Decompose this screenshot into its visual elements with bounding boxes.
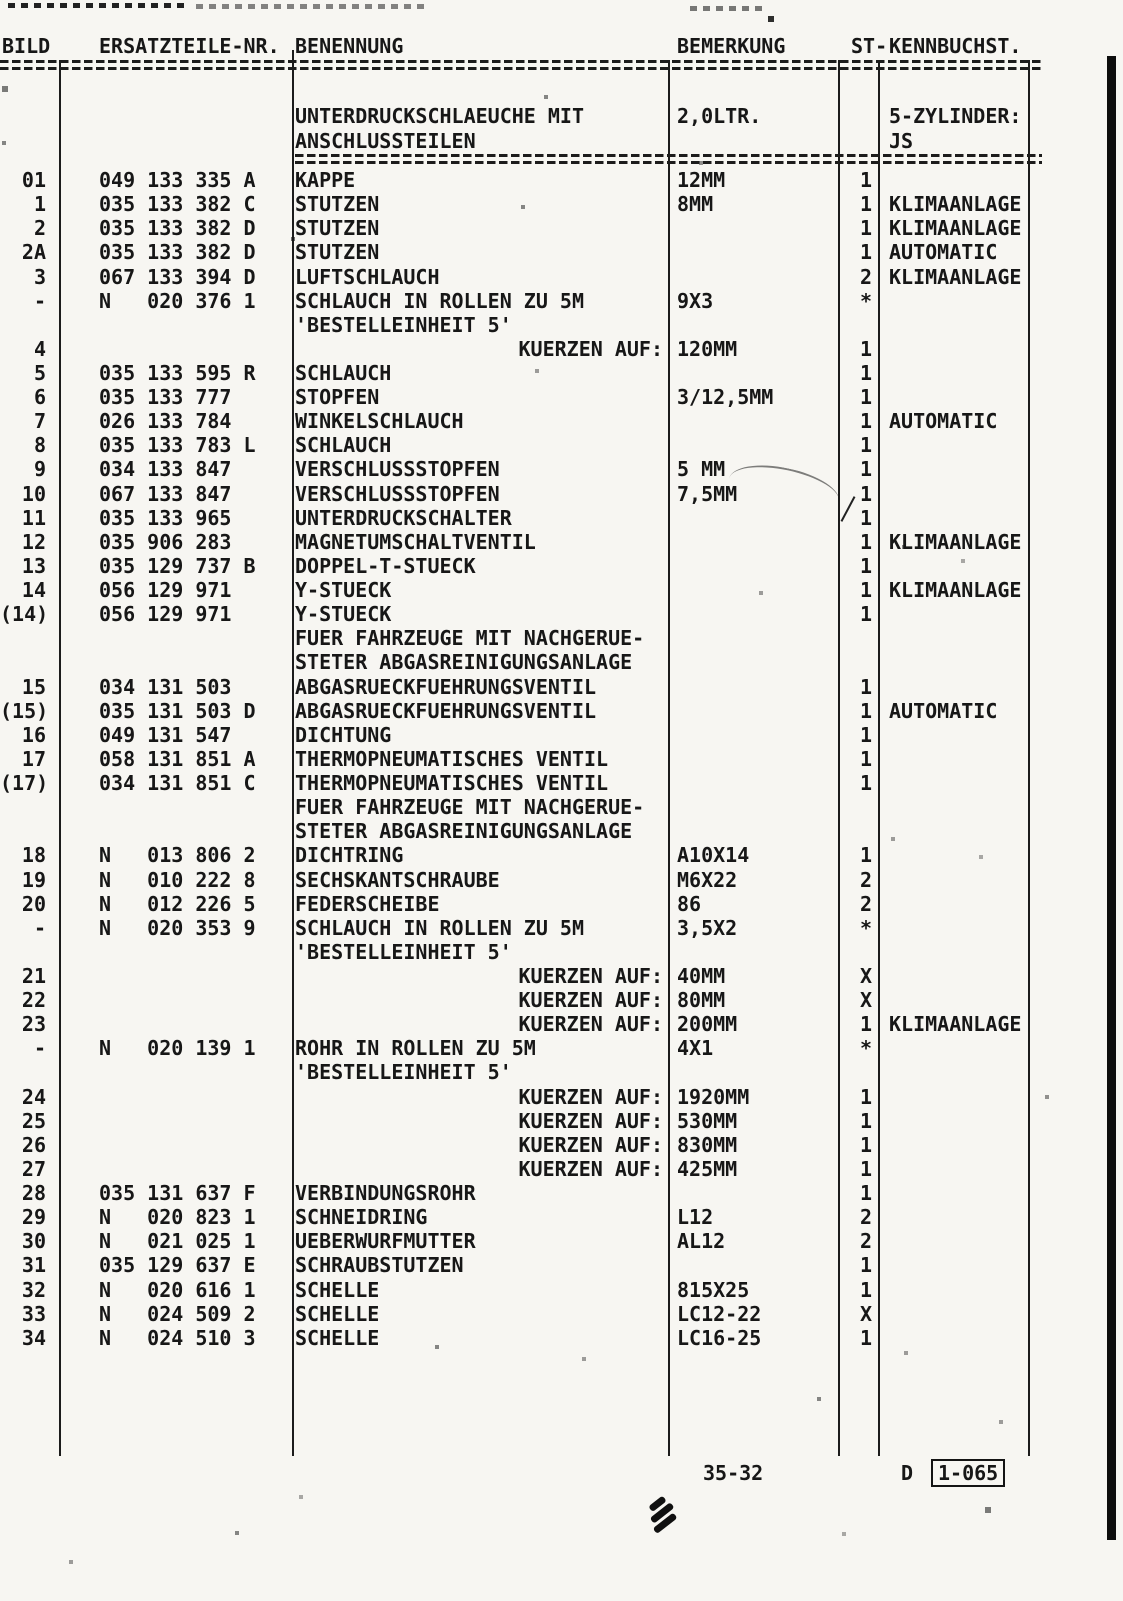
cell-kennbuchstabe: KLIMAANLAGE — [889, 192, 1022, 217]
grid-vline-bild — [59, 60, 61, 1456]
cell-bild: 18 — [21, 843, 46, 868]
cell-ersatzteile-nr: 035 133 382 D — [99, 240, 256, 265]
cell-bild: 2A — [21, 240, 46, 265]
table-row — [0, 192, 1123, 216]
cell-kennbuchstabe: KLIMAANLAGE — [889, 1012, 1022, 1037]
cell-benennung: KUERZEN AUF: — [518, 988, 663, 1013]
cell-bemerkung: M6X22 — [677, 867, 738, 892]
cell-bild: 26 — [21, 1132, 46, 1157]
cell-stueck: 1 — [859, 1084, 872, 1109]
cell-benennung: STETER ABGASREINIGUNGSANLAGE — [295, 650, 633, 675]
cell-ersatzteile-nr: 035 129 737 B — [99, 553, 256, 578]
cell-ersatzteile-nr: N 024 510 3 — [99, 1325, 256, 1350]
table-row — [0, 1205, 1123, 1229]
cell-benennung: 'BESTELLEINHEIT 5' — [295, 939, 512, 964]
cell-bild: 11 — [21, 505, 46, 530]
cell-stueck: 2 — [859, 867, 872, 892]
cell-benennung: 'BESTELLEINHEIT 5' — [295, 1060, 512, 1085]
cell-stueck: 1 — [859, 1181, 872, 1205]
table-row — [0, 240, 1123, 264]
cell-bild: 28 — [21, 1181, 46, 1205]
table-row — [0, 289, 1123, 313]
table-row — [0, 675, 1123, 699]
cell-ersatzteile-nr: N 010 222 8 — [99, 867, 256, 892]
table-row — [0, 1302, 1123, 1326]
cell-kennbuchstabe: KLIMAANLAGE — [889, 264, 1022, 289]
cell-benennung: KAPPE — [295, 168, 356, 192]
section-title-line2: ANSCHLUSSTEILEN — [295, 129, 476, 153]
cell-bemerkung: 7,5MM — [677, 481, 738, 506]
cell-kennbuchstabe: AUTOMATIC — [889, 240, 998, 265]
table-row — [0, 771, 1123, 795]
cell-bemerkung: A10X14 — [677, 843, 750, 868]
cell-benennung: KUERZEN AUF: — [518, 1108, 663, 1133]
cell-benennung: UEBERWURFMUTTER — [295, 1229, 476, 1254]
cell-kennbuchstabe: KLIMAANLAGE — [889, 578, 1022, 602]
cell-bild: 30 — [21, 1229, 46, 1254]
table-row — [0, 940, 1123, 964]
cell-ersatzteile-nr: 026 133 784 — [99, 409, 232, 434]
cell-bemerkung: 200MM — [677, 1012, 738, 1037]
cell-bild: 6 — [33, 385, 46, 410]
cell-benennung: STUTZEN — [295, 216, 380, 241]
cell-bemerkung: 9X3 — [677, 288, 714, 313]
table-row — [0, 457, 1123, 481]
cell-bemerkung: 830MM — [677, 1132, 738, 1157]
cell-stueck: 1 — [859, 602, 872, 627]
grid-vline-st-right — [878, 60, 880, 1456]
cell-kennbuchstabe: AUTOMATIC — [889, 698, 998, 723]
cell-bild: 20 — [21, 891, 46, 916]
cell-bild: 7 — [33, 409, 46, 434]
cell-stueck: X — [859, 988, 872, 1013]
cell-bild: 32 — [21, 1277, 46, 1302]
cell-stueck: * — [859, 1036, 872, 1061]
cell-benennung: SCHLAUCH IN ROLLEN ZU 5M — [295, 288, 584, 313]
cell-kennbuchstabe: KLIMAANLAGE — [889, 216, 1022, 241]
cell-stueck: 1 — [859, 433, 872, 458]
cell-ersatzteile-nr: N 020 616 1 — [99, 1277, 256, 1302]
cell-ersatzteile-nr: N 020 376 1 — [99, 288, 256, 313]
cell-bemerkung: LC12-22 — [677, 1301, 762, 1326]
cell-bild: 34 — [21, 1325, 46, 1350]
cell-bild: 16 — [21, 722, 46, 747]
cell-benennung: STUTZEN — [295, 192, 380, 217]
table-row — [0, 1181, 1123, 1205]
cell-bild: 10 — [21, 481, 46, 506]
cell-bild: 17 — [21, 746, 46, 771]
table-row — [0, 723, 1123, 747]
cell-ersatzteile-nr: N 020 353 9 — [99, 915, 256, 940]
cell-bild: 15 — [21, 674, 46, 699]
cell-stueck: 1 — [859, 481, 872, 506]
cell-bild: 4 — [33, 336, 46, 361]
table-row — [0, 1012, 1123, 1036]
cell-ersatzteile-nr: 035 133 382 D — [99, 216, 256, 241]
cell-stueck: 1 — [859, 1253, 872, 1278]
cell-benennung: DICHTUNG — [295, 722, 392, 747]
cell-benennung: ABGASRUECKFUEHRUNGSVENTIL — [295, 698, 597, 723]
cell-bemerkung: L12 — [677, 1205, 714, 1230]
cell-stueck: 1 — [859, 457, 872, 482]
cell-benennung: SCHNEIDRING — [295, 1205, 428, 1230]
cell-ersatzteile-nr: N 020 823 1 — [99, 1205, 256, 1230]
column-header-ersatzteile: ERSATZTEILE-NR. — [99, 34, 280, 58]
cell-ersatzteile-nr: N 012 226 5 — [99, 891, 256, 916]
table-row — [0, 602, 1123, 626]
column-header-st: ST- — [851, 34, 888, 58]
cell-benennung: FUER FAHRZEUGE MIT NACHGERUE- — [295, 795, 645, 820]
cell-benennung: UNTERDRUCKSCHALTER — [295, 505, 512, 530]
cell-benennung: SCHLAUCH — [295, 433, 392, 458]
cell-bild: (14) — [0, 602, 49, 627]
cell-benennung: KUERZEN AUF: — [518, 1156, 663, 1181]
cell-bemerkung: 86 — [677, 891, 702, 916]
cell-stueck: 2 — [859, 264, 872, 289]
table-row — [0, 168, 1123, 192]
cell-stueck: X — [859, 1301, 872, 1326]
cell-stueck: 1 — [859, 361, 872, 385]
cell-ersatzteile-nr: 049 133 335 A — [99, 168, 256, 192]
cell-benennung: VERSCHLUSSSTOPFEN — [295, 457, 500, 482]
cell-bemerkung: 12MM — [677, 168, 726, 192]
cell-bild: 8 — [33, 433, 46, 458]
table-row — [0, 530, 1123, 554]
cell-stueck: 1 — [859, 553, 872, 578]
cell-benennung: KUERZEN AUF: — [518, 336, 663, 361]
cell-stueck: 1 — [859, 1156, 872, 1181]
section-title-line1: UNTERDRUCKSCHLAEUCHE MIT — [295, 104, 584, 128]
column-header-bemerkung: BEMERKUNG — [677, 34, 786, 58]
table-row — [0, 313, 1123, 337]
table-row — [0, 868, 1123, 892]
table-row — [0, 337, 1123, 361]
cell-stueck: 1 — [859, 505, 872, 530]
table-row — [0, 1326, 1123, 1350]
cell-benennung: THERMOPNEUMATISCHES VENTIL — [295, 746, 609, 771]
cell-stueck: 1 — [859, 771, 872, 795]
cell-benennung: 'BESTELLEINHEIT 5' — [295, 312, 512, 337]
page-number: 35-32 — [703, 1461, 764, 1485]
cell-bemerkung: 530MM — [677, 1108, 738, 1133]
doc-code: 1-065 — [938, 1461, 999, 1485]
cell-benennung: WINKELSCHLAUCH — [295, 409, 464, 434]
cell-bild: 23 — [21, 1012, 46, 1037]
cell-bild: 27 — [21, 1156, 46, 1181]
cell-stueck: 1 — [859, 578, 872, 602]
table-row — [0, 699, 1123, 723]
grid-vline-st-left — [838, 60, 840, 1456]
cell-benennung: SCHLAUCH — [295, 361, 392, 385]
cell-ersatzteile-nr: 034 131 851 C — [99, 771, 256, 795]
cell-bild: 24 — [21, 1084, 46, 1109]
table-row — [0, 482, 1123, 506]
cell-bild: 3 — [33, 264, 46, 289]
cell-bemerkung: 425MM — [677, 1156, 738, 1181]
cell-bild: 01 — [21, 168, 46, 192]
cell-bemerkung: 120MM — [677, 336, 738, 361]
doc-code-box — [931, 1459, 1005, 1487]
table-row — [0, 1109, 1123, 1133]
cell-bemerkung: AL12 — [677, 1229, 726, 1254]
cell-bild: 2 — [33, 216, 46, 241]
cell-stueck: 1 — [859, 674, 872, 699]
cell-benennung: DICHTRING — [295, 843, 404, 868]
cell-bemerkung: 3,5X2 — [677, 915, 738, 940]
cell-benennung: ROHR IN ROLLEN ZU 5M — [295, 1036, 536, 1061]
table-row — [0, 506, 1123, 530]
cell-ersatzteile-nr: 058 131 851 A — [99, 746, 256, 771]
cell-stueck: 1 — [859, 1277, 872, 1302]
cell-benennung: STETER ABGASREINIGUNGSANLAGE — [295, 819, 633, 844]
cell-bild: 12 — [21, 529, 46, 554]
cell-stueck: 2 — [859, 1205, 872, 1230]
cell-ersatzteile-nr: 035 133 382 C — [99, 192, 256, 217]
cell-ersatzteile-nr: 067 133 394 D — [99, 264, 256, 289]
cell-benennung: STUTZEN — [295, 240, 380, 265]
ink-blob-artifact — [636, 1483, 699, 1546]
cell-bild: - — [33, 1036, 46, 1061]
cell-ersatzteile-nr: 056 129 971 — [99, 602, 232, 627]
table-row — [0, 385, 1123, 409]
cell-ersatzteile-nr: N 020 139 1 — [99, 1036, 256, 1061]
table-row — [0, 361, 1123, 385]
cell-benennung: FUER FAHRZEUGE MIT NACHGERUE- — [295, 626, 645, 651]
cell-ersatzteile-nr: 034 131 503 — [99, 674, 232, 699]
cell-benennung: Y-STUECK — [295, 578, 392, 602]
cell-ersatzteile-nr: 056 129 971 — [99, 578, 232, 602]
cell-bemerkung: 40MM — [677, 964, 726, 988]
table-row — [0, 409, 1123, 433]
column-header-benennung: BENENNUNG — [295, 34, 404, 58]
cell-bild: 25 — [21, 1108, 46, 1133]
cell-stueck: * — [859, 915, 872, 940]
table-row — [0, 1085, 1123, 1109]
table-row — [0, 578, 1123, 602]
scan-artifact-top-right — [690, 6, 766, 11]
cell-ersatzteile-nr: 035 133 965 — [99, 505, 232, 530]
cell-benennung: SCHRAUBSTUTZEN — [295, 1253, 464, 1278]
table-row — [0, 1133, 1123, 1157]
table-row — [0, 843, 1123, 867]
doc-letter: D — [901, 1461, 914, 1485]
cell-stueck: 1 — [859, 192, 872, 217]
cell-benennung: KUERZEN AUF: — [518, 1012, 663, 1037]
cell-stueck: 1 — [859, 216, 872, 241]
table-row — [0, 433, 1123, 457]
cell-bild: 9 — [33, 457, 46, 482]
table-row — [0, 1229, 1123, 1253]
cell-stueck: 1 — [859, 1108, 872, 1133]
cell-stueck: 1 — [859, 1012, 872, 1037]
scan-artifact-top-left — [8, 3, 186, 8]
table-row — [0, 795, 1123, 819]
scan-artifact-right-bar — [1107, 56, 1116, 1540]
cell-benennung: KUERZEN AUF: — [518, 1132, 663, 1157]
cell-benennung: VERSCHLUSSSTOPFEN — [295, 481, 500, 506]
cell-bild: 1 — [33, 192, 46, 217]
section-kennbuchst-line1: 5-ZYLINDER: — [889, 104, 1022, 128]
cell-ersatzteile-nr: 035 133 783 L — [99, 433, 256, 458]
table-row — [0, 650, 1123, 674]
cell-benennung: MAGNETUMSCHALTVENTIL — [295, 529, 536, 554]
cell-benennung: STOPFEN — [295, 385, 380, 410]
cell-bild: 19 — [21, 867, 46, 892]
cell-stueck: 1 — [859, 698, 872, 723]
table-row — [0, 1278, 1123, 1302]
cell-ersatzteile-nr: 035 131 503 D — [99, 698, 256, 723]
cell-stueck: 1 — [859, 529, 872, 554]
cell-ersatzteile-nr: 035 131 637 F — [99, 1181, 256, 1205]
cell-stueck: 1 — [859, 843, 872, 868]
table-row — [0, 964, 1123, 988]
cell-bild: 14 — [21, 578, 46, 602]
cell-bild: (15) — [0, 698, 49, 723]
column-header-bild: BILD — [2, 34, 51, 58]
separator-header — [0, 60, 1042, 71]
cell-stueck: X — [859, 964, 872, 988]
section-remark: 2,0LTR. — [677, 104, 762, 128]
cell-ersatzteile-nr: 035 129 637 E — [99, 1253, 256, 1278]
grid-vline-bemerkung — [668, 60, 670, 1456]
cell-benennung: SCHELLE — [295, 1325, 380, 1350]
cell-ersatzteile-nr: 035 133 595 R — [99, 361, 256, 385]
cell-kennbuchstabe: AUTOMATIC — [889, 409, 998, 434]
cell-kennbuchstabe: KLIMAANLAGE — [889, 529, 1022, 554]
cell-ersatzteile-nr: N 024 509 2 — [99, 1301, 256, 1326]
cell-stueck: 1 — [859, 409, 872, 434]
cell-ersatzteile-nr: N 021 025 1 — [99, 1229, 256, 1254]
cell-ersatzteile-nr: 035 906 283 — [99, 529, 232, 554]
cell-stueck: 1 — [859, 385, 872, 410]
cell-bild: 21 — [21, 964, 46, 988]
cell-ersatzteile-nr: 034 133 847 — [99, 457, 232, 482]
cell-benennung: VERBINDUNGSROHR — [295, 1181, 476, 1205]
cell-bemerkung: 815X25 — [677, 1277, 750, 1302]
table-row — [0, 1060, 1123, 1084]
table-row — [0, 819, 1123, 843]
cell-stueck: 1 — [859, 746, 872, 771]
cell-stueck: * — [859, 288, 872, 313]
cell-ersatzteile-nr: N 013 806 2 — [99, 843, 256, 868]
table-row — [0, 747, 1123, 771]
cell-bemerkung: 4X1 — [677, 1036, 714, 1061]
cell-bild: 31 — [21, 1253, 46, 1278]
cell-stueck: 2 — [859, 891, 872, 916]
cell-benennung: SCHELLE — [295, 1301, 380, 1326]
cell-bild: - — [33, 915, 46, 940]
cell-benennung: THERMOPNEUMATISCHES VENTIL — [295, 771, 609, 795]
cell-bemerkung: 3/12,5MM — [677, 385, 774, 410]
section-kennbuchst-line2: JS — [889, 129, 914, 153]
table-row — [0, 916, 1123, 940]
cell-benennung: LUFTSCHLAUCH — [295, 264, 440, 289]
cell-stueck: 2 — [859, 1229, 872, 1254]
cell-stueck: 1 — [859, 240, 872, 265]
table-row — [0, 988, 1123, 1012]
cell-benennung: Y-STUECK — [295, 602, 392, 627]
cell-stueck: 1 — [859, 1132, 872, 1157]
cell-bemerkung: 5 MM — [677, 457, 726, 482]
column-header-kennbuchst: KENNBUCHST. — [889, 34, 1022, 58]
cell-bild: 22 — [21, 988, 46, 1013]
cell-stueck: 1 — [859, 722, 872, 747]
cell-benennung: KUERZEN AUF: — [518, 1084, 663, 1109]
cell-bild: 13 — [21, 553, 46, 578]
table-row — [0, 1253, 1123, 1277]
grid-vline-kennbuchst — [1028, 60, 1030, 1456]
grid-vline-benennung — [292, 50, 294, 1456]
cell-benennung: DOPPEL-T-STUECK — [295, 553, 476, 578]
table-row — [0, 892, 1123, 916]
cell-bild: (17) — [0, 771, 49, 795]
table-row — [0, 1036, 1123, 1060]
cell-bemerkung: 1920MM — [677, 1084, 750, 1109]
cell-benennung: SCHELLE — [295, 1277, 380, 1302]
cell-bemerkung: 80MM — [677, 988, 726, 1013]
cell-stueck: 1 — [859, 168, 872, 192]
cell-benennung: SECHSKANTSCHRAUBE — [295, 867, 500, 892]
cell-ersatzteile-nr: 067 133 847 — [99, 481, 232, 506]
cell-benennung: FEDERSCHEIBE — [295, 891, 440, 916]
table-row — [0, 626, 1123, 650]
cell-bild: - — [33, 288, 46, 313]
cell-bild: 5 — [33, 361, 46, 385]
cell-benennung: ABGASRUECKFUEHRUNGSVENTIL — [295, 674, 597, 699]
cell-bild: 33 — [21, 1301, 46, 1326]
scan-artifact-top-mid — [196, 4, 426, 9]
table-row — [0, 265, 1123, 289]
cell-bemerkung: 8MM — [677, 192, 714, 217]
cell-bild: 29 — [21, 1205, 46, 1230]
cell-bemerkung: LC16-25 — [677, 1325, 762, 1350]
table-row — [0, 216, 1123, 240]
cell-stueck: 1 — [859, 336, 872, 361]
table-row — [0, 1157, 1123, 1181]
cell-benennung: SCHLAUCH IN ROLLEN ZU 5M — [295, 915, 584, 940]
scan-artifact-specks — [0, 0, 2, 2]
cell-stueck: 1 — [859, 1325, 872, 1350]
table-row — [0, 554, 1123, 578]
cell-ersatzteile-nr: 049 131 547 — [99, 722, 232, 747]
cell-benennung: KUERZEN AUF: — [518, 964, 663, 988]
cell-ersatzteile-nr: 035 133 777 — [99, 385, 232, 410]
